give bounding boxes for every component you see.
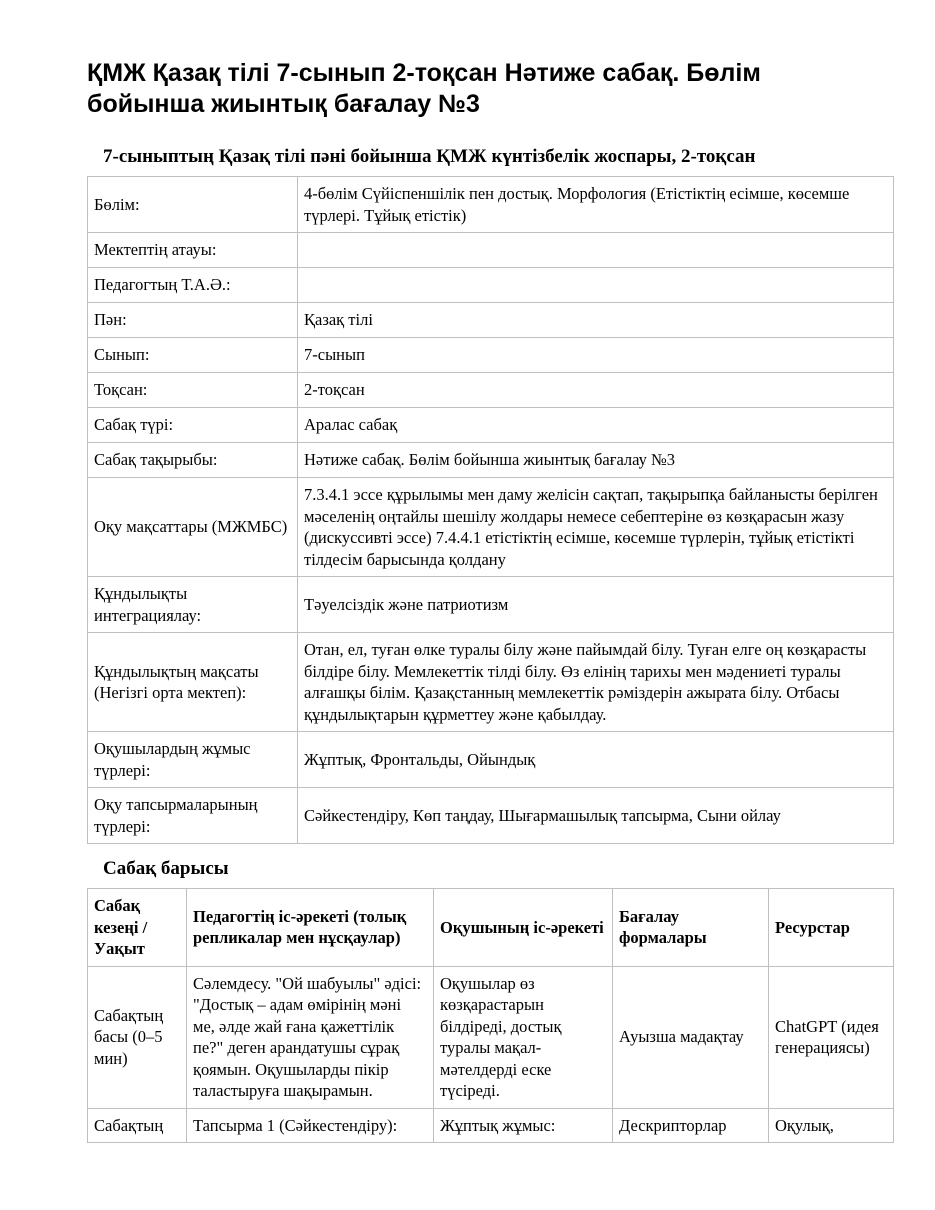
lesson-cell-assessment: Дескрипторлар bbox=[613, 1108, 769, 1143]
table-row bbox=[88, 408, 894, 443]
plan-value bbox=[298, 268, 894, 303]
plan-value: 4-бөлім Сүйіспеншілік пен достық. Морфология (Етістіктің есімше, көсемше түрлері. Тұйық етістік) bbox=[298, 177, 894, 233]
lesson-cell-teacher-action: Сәлемдесу. "Ой шабуылы" әдісі: "Достық – адам өмірінің мәні ме, әлде жай ғана қажеттілік пе?" деген арандатушы сұрақ қоямын. Оқушыларды пікір таластыруға шақырамын. bbox=[187, 966, 434, 1108]
plan-label: Мектептің атауы: bbox=[88, 233, 298, 268]
plan-value: 2-тоқсан bbox=[298, 373, 894, 408]
plan-value: 7.3.4.1 эссе құрылымы мен даму желісін сақтап, тақырыпқа байланысты берілген мәселенің оңтайлы шешілу жолдары немесе себептеріне өз көзқарасын жазу (дискуссивті эссе) 7.4.4.1 етістіктің есімше, көсемше түрлерін, тұйық етістікті тілдесім барысында қолдану bbox=[298, 478, 894, 577]
plan-value: 7-сынып bbox=[298, 338, 894, 373]
plan-label: Сабақ тақырыбы: bbox=[88, 443, 298, 478]
lesson-cell-teacher-action: Тапсырма 1 (Сәйкестендіру): bbox=[187, 1108, 434, 1143]
lesson-table bbox=[87, 888, 894, 1143]
plan-heading: 7-сыныптың Қазақ тілі пәні бойынша ҚМЖ күнтізбелік жоспары, 2-тоқсан bbox=[103, 146, 756, 167]
plan-table bbox=[87, 176, 894, 844]
plan-value: Қазақ тілі bbox=[298, 303, 894, 338]
column-header-stage: Сабақ кезеңі / Уақыт bbox=[88, 889, 187, 967]
plan-label: Педагогтың Т.А.Ә.: bbox=[88, 268, 298, 303]
lesson-cell-stage: Сабақтың басы (0–5 мин) bbox=[88, 966, 187, 1108]
table-row bbox=[88, 373, 894, 408]
plan-value: Тәуелсіздік және патриотизм bbox=[298, 577, 894, 633]
table-row bbox=[88, 788, 894, 844]
plan-label: Құндылықтың мақсаты (Негізгі орта мектеп): bbox=[88, 633, 298, 732]
plan-label: Тоқсан: bbox=[88, 373, 298, 408]
table-row bbox=[88, 478, 894, 577]
table-row bbox=[88, 177, 894, 233]
table-row bbox=[88, 443, 894, 478]
table-row bbox=[88, 966, 894, 1108]
table-row bbox=[88, 577, 894, 633]
table-row bbox=[88, 1108, 894, 1143]
plan-value: Отан, ел, туған өлке туралы білу және пайымдай білу. Туған елге оң көзқарасты білдіре білу. Мемлекеттік тілді білу. Өз елінің тарихы мен мәдениеті туралы алғашқы білім. Қазақстанның мемлекеттік рәміздерін ажырата білу. Отбасы құндылықтарын құрметтеу және қабылдау. bbox=[298, 633, 894, 732]
column-header-teacher-action: Педагогтің іс-әрекеті (толық репликалар мен нұсқаулар) bbox=[187, 889, 434, 967]
plan-value: Жұптық, Фронтальды, Ойындық bbox=[298, 732, 894, 788]
table-row bbox=[88, 303, 894, 338]
plan-label: Бөлім: bbox=[88, 177, 298, 233]
plan-label: Пән: bbox=[88, 303, 298, 338]
plan-label: Сынып: bbox=[88, 338, 298, 373]
plan-value: Нәтиже сабақ. Бөлім бойынша жиынтық бағалау №3 bbox=[298, 443, 894, 478]
lesson-cell-student-action: Оқушылар өз көзқарастарын білдіреді, достық туралы мақал-мәтелдерді еске түсіреді. bbox=[434, 966, 613, 1108]
document-title: ҚМЖ Қазақ тілі 7-сынып 2-тоқсан Нәтиже сабақ. Бөлім бойынша жиынтық бағалау №3 bbox=[87, 59, 761, 118]
plan-value: Аралас сабақ bbox=[298, 408, 894, 443]
plan-value: Сәйкестендіру, Көп таңдау, Шығармашылық тапсырма, Сыни ойлау bbox=[298, 788, 894, 844]
plan-label: Оқу мақсаттары (МЖМБС) bbox=[88, 478, 298, 577]
plan-label: Сабақ түрі: bbox=[88, 408, 298, 443]
lesson-cell-assessment: Ауызша мадақтау bbox=[613, 966, 769, 1108]
plan-label: Құндылықты интеграциялау: bbox=[88, 577, 298, 633]
document-page bbox=[87, 58, 893, 1143]
table-header-row bbox=[88, 889, 894, 967]
plan-label: Оқушылардың жұмыс түрлері: bbox=[88, 732, 298, 788]
column-header-resources: Ресурстар bbox=[769, 889, 894, 967]
table-row bbox=[88, 233, 894, 268]
column-header-student-action: Оқушының іс-әрекеті bbox=[434, 889, 613, 967]
table-row bbox=[88, 732, 894, 788]
lesson-cell-student-action: Жұптық жұмыс: bbox=[434, 1108, 613, 1143]
lesson-heading: Сабақ барысы bbox=[103, 858, 229, 879]
plan-label: Оқу тапсырмаларының түрлері: bbox=[88, 788, 298, 844]
lesson-cell-resources: ChatGPT (идея генерациясы) bbox=[769, 966, 894, 1108]
lesson-cell-resources: Оқулық, bbox=[769, 1108, 894, 1143]
table-row bbox=[88, 633, 894, 732]
plan-value bbox=[298, 233, 894, 268]
table-row bbox=[88, 268, 894, 303]
column-header-assessment: Бағалау формалары bbox=[613, 889, 769, 967]
lesson-cell-stage: Сабақтың bbox=[88, 1108, 187, 1143]
table-row bbox=[88, 338, 894, 373]
